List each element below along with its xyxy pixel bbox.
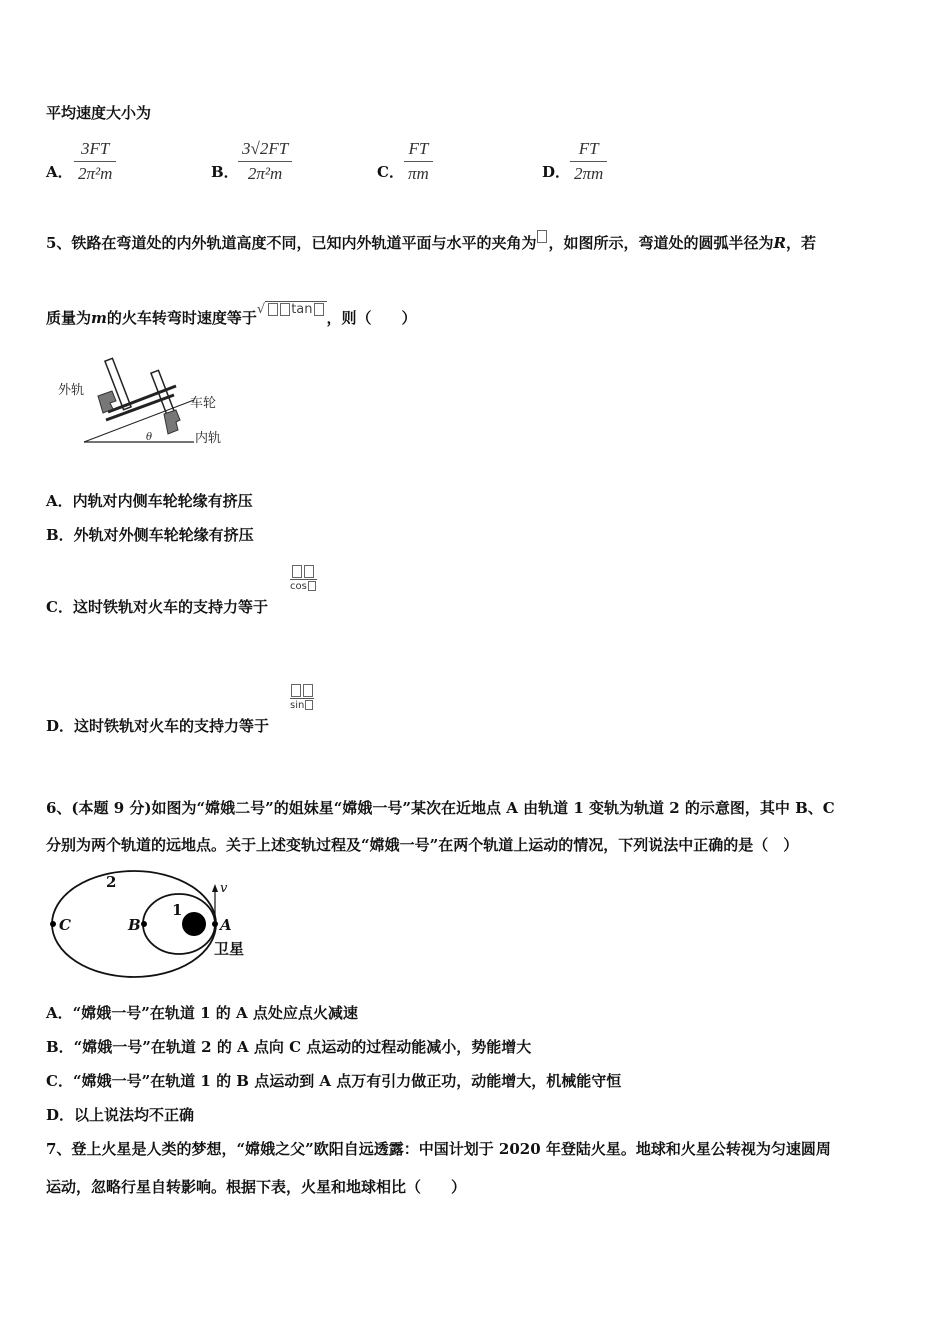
point-a-label: A bbox=[220, 916, 232, 934]
q5-d-den: sin bbox=[290, 700, 314, 711]
q5-R: R bbox=[773, 234, 786, 252]
q5-line1-text: 5、铁路在弯道处的内外轨道高度不同，已知内外轨道平面与水平的夹角为 bbox=[46, 234, 537, 252]
q5-option-a: A．内轨对内侧车轮轮缘有挤压 bbox=[46, 492, 253, 510]
q5-line1b-text: ，如图所示，弯道处的圆弧半径为 bbox=[548, 234, 774, 252]
q4-d-numerator: FT bbox=[578, 139, 599, 158]
q6-stem-line2: 分别为两个轨道的远地点。关于上述变轨过程及“嫦娥一号”在两个轨道上运动的情况，下列说法中正确的是（ ） bbox=[46, 836, 799, 854]
point-b-label: B bbox=[128, 916, 141, 934]
q6-option-c: C．“嫦娥一号”在轨道 1 的 B 点运动到 A 点万有引力做正功，动能增大，机械能守恒 bbox=[46, 1072, 622, 1090]
q5-m: m bbox=[91, 309, 107, 327]
q5-sqrt-expression: √ tan bbox=[257, 302, 327, 317]
theta-placeholder-icon bbox=[537, 230, 547, 243]
q4-b-denominator: 2π²m bbox=[247, 164, 283, 183]
q5-option-d-fraction bbox=[290, 684, 314, 711]
q4-b-numerator: 3√2FT bbox=[242, 139, 289, 158]
q4-d-denominator: 2πm bbox=[574, 164, 604, 183]
q4-a-denominator: 2π²m bbox=[78, 164, 113, 183]
point-c-label: C bbox=[59, 916, 71, 934]
q6-option-d: D．以上说法均不正确 bbox=[46, 1106, 195, 1124]
velocity-label: v bbox=[220, 881, 228, 896]
satellite-label: 卫星 bbox=[214, 940, 245, 958]
q4-option-d-fraction bbox=[570, 139, 607, 184]
q6-option-a: A．“嫦娥一号”在轨道 1 的 A 点处应点火减速 bbox=[46, 1004, 358, 1022]
q5-option-c: C．这时铁轨对火车的支持力等于 bbox=[46, 598, 268, 616]
intro-text: 平均速度大小为 bbox=[46, 104, 152, 122]
inner-rail-label: 内轨 bbox=[195, 431, 222, 446]
q7-stem-line2: 运动，忽略行星自转影响。根据下表，火星和地球相比（ ） bbox=[46, 1178, 467, 1196]
outer-rail-label: 外轨 bbox=[58, 383, 85, 398]
q4-option-d-label: D． bbox=[542, 163, 571, 181]
theta-label: θ bbox=[146, 432, 153, 443]
q5-option-b: B．外轨对外侧车轮轮缘有挤压 bbox=[46, 526, 254, 544]
q4-c-numerator: FT bbox=[408, 139, 429, 158]
q4-c-denominator: πm bbox=[408, 164, 429, 183]
q4-option-a-label: A． bbox=[46, 163, 73, 181]
q5-stem-line1 bbox=[46, 232, 816, 253]
q5-line1c-text: ，若 bbox=[785, 234, 816, 252]
q5-option-d: D．这时铁轨对火车的支持力等于 bbox=[46, 717, 270, 735]
q5-line2c-text: ，则（ ） bbox=[326, 309, 417, 327]
q6-stem-line1: 6、(本题 9 分)如图为“嫦娥二号”的姐妹星“嫦娥一号”某次在近地点 A 由轨道 1 变轨为轨道 2 的示意图，其中 B、C bbox=[46, 799, 835, 817]
orbit-2-label: 2 bbox=[106, 873, 117, 891]
orbit-diagram bbox=[44, 862, 264, 984]
rail-diagram bbox=[56, 350, 236, 450]
orbit-1-label: 1 bbox=[172, 901, 183, 919]
q4-option-b-label: B． bbox=[211, 163, 239, 181]
q4-option-b-fraction bbox=[238, 139, 292, 184]
q5-line2a-text: 质量为 bbox=[46, 309, 92, 327]
q5-stem-line2 bbox=[46, 302, 417, 328]
wheel-label: 车轮 bbox=[190, 396, 217, 411]
q5-option-c-fraction bbox=[290, 565, 317, 592]
q5-c-den: cos bbox=[290, 581, 317, 592]
q4-option-a-fraction bbox=[74, 139, 116, 184]
q4-a-numerator: 3FT bbox=[81, 139, 110, 158]
q6-option-b: B．“嫦娥一号”在轨道 2 的 A 点向 C 点运动的过程动能减小，势能增大 bbox=[46, 1038, 532, 1056]
q5-sqrt-text: tan bbox=[291, 302, 313, 317]
q7-stem-line1: 7、登上火星是人类的梦想，“嫦娥之父”欧阳自远透露：中国计划于 2020 年登陆火星。地球和火星公转视为匀速圆周 bbox=[46, 1140, 831, 1158]
q4-option-c-fraction bbox=[404, 139, 433, 184]
q5-line2b-text: 的火车转弯时速度等于 bbox=[106, 309, 257, 327]
q4-option-c-label: C． bbox=[377, 163, 404, 181]
